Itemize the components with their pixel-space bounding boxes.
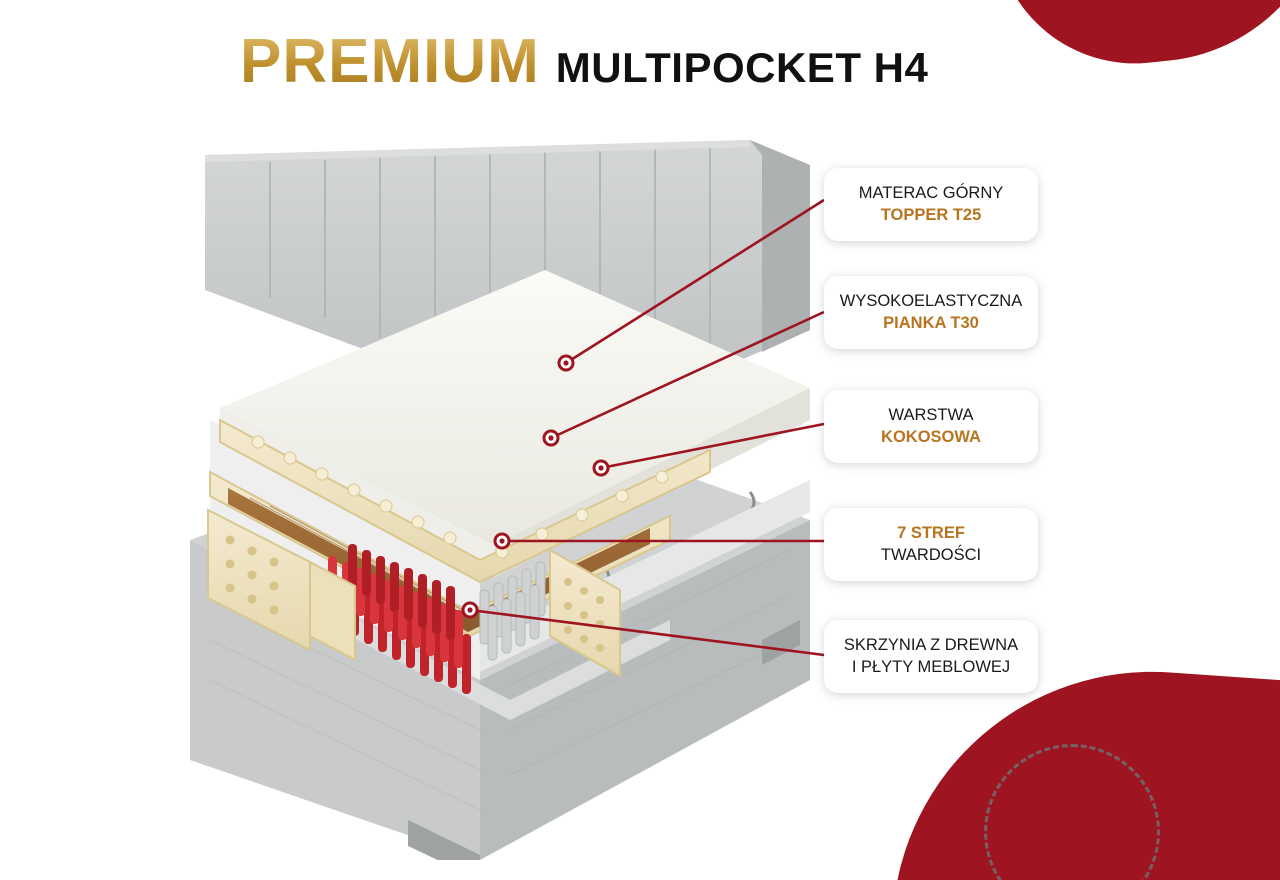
callout-coir-line2: KOKOSOWA: [881, 428, 981, 447]
callout-box-line2: I PŁYTY MEBLOWEJ: [851, 658, 1011, 677]
callout-zones[interactable]: [824, 508, 1038, 581]
title-primary: PREMIUM: [240, 27, 540, 96]
callout-box-line1: SKRZYNIA Z DREWNA: [843, 636, 1019, 654]
callout-coir[interactable]: [824, 390, 1038, 463]
callout-topper[interactable]: [824, 168, 1038, 241]
title-secondary: MULTIPOCKET H4: [555, 44, 929, 91]
callout-foam-line1: WYSOKOELASTYCZNA: [839, 292, 1023, 310]
callout-foam-line2: PIANKA T30: [883, 314, 979, 333]
callout-topper-line1: MATERAC GÓRNY: [858, 184, 1004, 202]
bed-cutaway-illustration: [150, 120, 850, 860]
callout-topper-line2: TOPPER T25: [880, 206, 982, 225]
callout-foam[interactable]: [824, 276, 1038, 349]
decorative-corner-top-right: [992, 0, 1280, 77]
callout-coir-line1: WARSTWA: [888, 406, 974, 424]
callout-box[interactable]: [824, 620, 1038, 693]
callout-zones-line2: TWARDOŚCI: [880, 546, 982, 565]
callout-zones-line1: 7 STREF: [897, 524, 965, 542]
page-title: [240, 26, 928, 97]
